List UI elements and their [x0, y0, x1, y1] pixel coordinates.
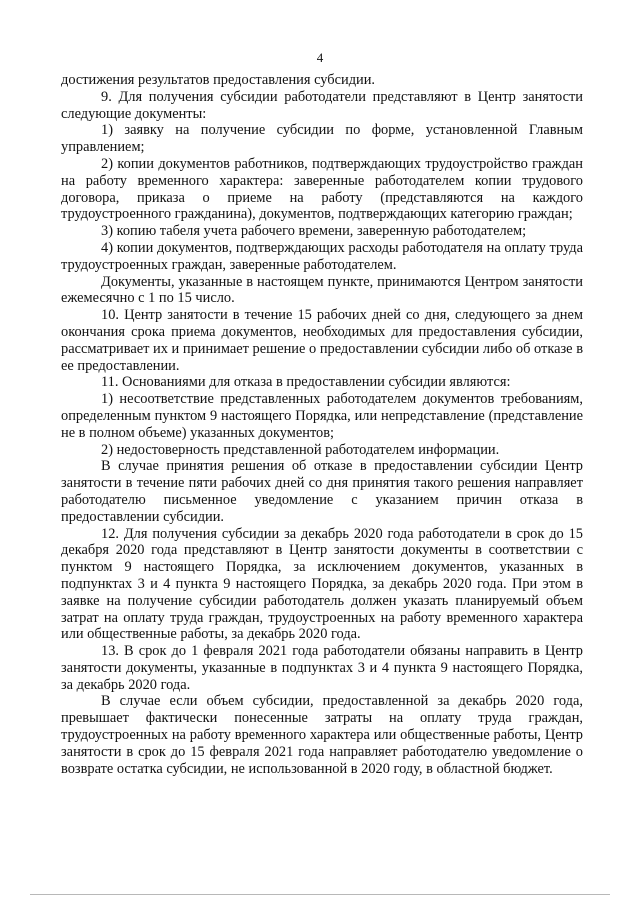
paragraph-item-9: 9. Для получения субсидии работодатели представляют в Центр занятости следующие документы: — [61, 88, 583, 122]
paragraph-item-10: 10. Центр занятости в течение 15 рабочих дней со дня, следующего за днем окончания срока приема документов, необходимых для предоставления субсидии, рассматривает их и принимает решение о предоставлении субсидии либо об отказе в ее предоставлении. — [61, 307, 583, 374]
paragraph-item-13: 13. В срок до 1 февраля 2021 года работодатели обязаны направить в Центр занятости документы, указанные в подпунктах 3 и 4 пункта 9 настоящего Порядка, за декабрь 2020 года. — [61, 643, 583, 693]
paragraph-item-11-1: 1) несоответствие представленных работодателем документов требованиям, определенным пунктом 9 настоящего Порядка, или непредставление (представление не в полном объеме) указанных документов; — [61, 391, 583, 441]
paragraph-item-9-2: 2) копии документов работников, подтверждающих трудоустройство граждан на работу временного характера: заверенные работодателем копии трудового договора, приказа о приеме на работу (представляются на каждого трудоустроенного гражданина), документов, подтверждающих категорию граждан; — [61, 155, 583, 223]
document-body — [61, 72, 583, 777]
paragraph-item-11: 11. Основаниями для отказа в предоставлении субсидии являются: — [101, 374, 511, 391]
paragraph-continuation: достижения результатов предоставления субсидии. — [61, 72, 376, 88]
page-number: 4 — [316, 50, 324, 65]
paragraph-item-9-3: 3) копию табеля учета рабочего времени, заверенную работодателем; — [101, 223, 527, 240]
paragraph-item-12: 12. Для получения субсидии за декабрь 2020 года работодатели в срок до 15 декабря 2020 года представляют в Центр занятости документы в соответствии с пунктом 9 настоящего Порядка, за исключением документов, указанных в подпунктах 3 и 4 пункта 9 настоящего Порядка, за декабрь 2020 года. При этом в заявке на получение субсидии работодатель должен указать планируемый объем затрат на оплату труда граждан, трудоустроенных на работу временного характера или общественные работы, за декабрь 2020 года. — [61, 525, 583, 643]
paragraph-refusal-notice: В случае принятия решения об отказе в предоставлении субсидии Центр занятости в течение пяти рабочих дней со дня принятия такого решения направляет работодателю письменное уведомление с указанием причин отказа в предоставлении субсидии. — [61, 458, 583, 525]
paragraph-item-11-2: 2) недостоверность представленной работодателем информации. — [101, 441, 500, 458]
paragraph-item-9-4: 4) копии документов, подтверждающих расходы работодателя на оплату труда трудоустроенных граждан, заверенные работодателем. — [61, 239, 583, 273]
paragraph-item-9-1: 1) заявку на получение субсидии по форме, установленной Главным управлением; — [61, 122, 583, 156]
bottom-divider — [30, 894, 610, 895]
paragraph-excess-refund: В случае если объем субсидии, предоставленной за декабрь 2020 года, превышает фактически понесенные затраты на оплату труда граждан, трудоустроенных на работу временного характера или общественные работы, Центр занятости в срок до 15 февраля 2021 года направляет работодателю уведомление о возврате остатка субсидии, не использованной в 2020 году, в областной бюджет. — [61, 693, 583, 777]
paragraph-documents-note: Документы, указанные в настоящем пункте, принимаются Центром занятости ежемесячно с 1 по 15 число. — [61, 273, 583, 307]
